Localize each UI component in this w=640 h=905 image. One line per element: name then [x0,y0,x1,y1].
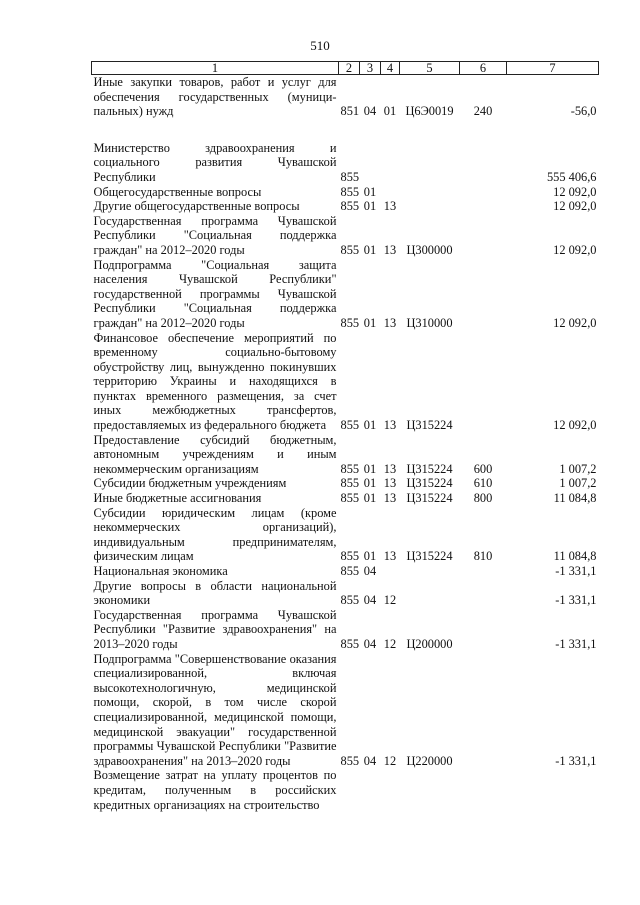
row-csr: Ц315224 [406,461,453,476]
row-gr: 855 [340,636,360,651]
row-pr: 13 [383,491,397,506]
row-rz: 01 [363,315,377,330]
row-csr: Ц300000 [406,242,453,257]
row-rz: 01 [363,549,377,564]
row-pr: 12 [383,636,397,651]
row-pr: 13 [383,549,397,564]
row-rz: 01 [363,461,377,476]
table-row [92,75,599,119]
row-name: Государственная программа Чувашской Республики "Развитие здравоохранения" на 2013–2020 годы [93,607,337,651]
row-rz: 01 [363,242,377,257]
row-sum: 12 092,0 [553,315,597,330]
row-rz: 01 [363,184,377,199]
row-rz: 04 [363,593,377,608]
row-csr: Ц220000 [406,753,453,768]
row-vr [460,185,507,200]
row-name: Другие вопросы в области национальной экономики [93,578,337,608]
row-csr [400,185,460,200]
row-gr: 855 [340,476,360,491]
row-vr [460,141,507,185]
row-name: Субсидии юридическим лицам (кроме некоммерческих организаций), индивидуальным предпринимателям, физическим лицам [93,505,337,564]
row-csr: Ц315224 [406,549,453,564]
table-header [92,62,599,75]
row-pr: 13 [383,242,397,257]
row-sum: 12 092,0 [553,242,597,257]
row-rz: 04 [363,636,377,651]
header-col-5: 5 [400,62,460,75]
row-sum: -56,0 [570,104,597,119]
row-rz: 04 [363,564,377,578]
row-sum: -1 331,1 [555,564,597,578]
row-name: Общегосударственные вопросы [93,184,262,199]
row-gr: 855 [340,418,360,433]
row-pr: 01 [383,104,397,119]
row-rz: 01 [363,476,377,491]
row-sum: 12 092,0 [553,184,597,199]
spacer-row [92,119,599,141]
row-name: Другие общегосударственные вопросы [93,199,300,214]
row-vr [460,608,507,652]
row-sum: 1 007,2 [559,461,597,476]
table-row [92,258,599,331]
row-csr: Ц200000 [406,636,453,651]
table-row [92,608,599,652]
row-pr [381,141,400,185]
row-vr [460,331,507,433]
row-gr: 855 [340,564,360,578]
table-row [92,564,599,579]
row-vr [460,199,507,214]
row-sum: 12 092,0 [553,199,597,214]
row-gr: 855 [340,753,360,768]
row-sum: -1 331,1 [555,636,597,651]
row-pr: 13 [383,199,397,214]
row-gr: 855 [340,491,360,506]
row-pr: 13 [383,315,397,330]
row-sum: 555 406,6 [546,169,597,184]
table-row [92,491,599,506]
header-col-7: 7 [507,62,599,75]
header-col-2: 2 [339,62,360,75]
row-name: Государственная программа Чувашской Республики "Социальная поддержка граждан" на 2012–2020 годы [93,213,337,257]
row-vr: 810 [473,549,493,564]
table-row [92,652,599,769]
header-col-4: 4 [381,62,400,75]
row-csr [400,768,460,812]
row-gr: 851 [340,104,360,119]
header-col-1: 1 [92,62,339,75]
row-pr [381,564,400,579]
table-row [92,141,599,185]
table-row [92,768,599,812]
row-pr: 13 [383,476,397,491]
row-pr: 12 [383,593,397,608]
row-csr [400,564,460,579]
row-rz: 01 [363,199,377,214]
row-gr: 855 [340,461,360,476]
row-pr: 12 [383,753,397,768]
row-csr [400,141,460,185]
row-vr: 610 [473,476,493,491]
row-vr [460,579,507,608]
table-row [92,433,599,477]
row-name: Субсидии бюджетным учреждениям [93,476,287,491]
row-vr [460,652,507,769]
table-row [92,214,599,258]
row-gr: 855 [340,242,360,257]
row-name: Финансовое обеспечение мероприятий по временному социально-бытовому обустройству лиц, вынужденно покинувших территорию Украины и находящихся в пунктах временного размещения, за счет иных межбюджетных трансфертов, предоставляемых из федерального бюджета [93,330,337,433]
row-pr: 13 [383,461,397,476]
table-body [92,75,599,813]
row-vr [460,564,507,579]
row-sum: 11 084,8 [553,549,597,564]
row-rz: 01 [363,491,377,506]
row-gr: 855 [340,593,360,608]
table-row [92,331,599,433]
row-name: Предоставление субсидий бюджетным, автономным учреждениям и иным некоммерческим организациям [93,432,337,476]
row-gr [339,768,360,812]
row-name: Подпрограмма "Совершенствование оказания специализированной, включая высокотехнологичную, медицинской помощи, скорой, в том числе скорой специализированной, медицинской помощи, медицинской эвакуации" государственной программы Чувашской Республики "Развитие здравоохранения" на 2013–2020 годы [93,651,337,768]
row-rz: 04 [363,753,377,768]
row-gr: 855 [340,549,360,564]
row-sum: 11 084,8 [553,491,597,506]
row-rz [360,141,381,185]
row-csr: Ц315224 [406,491,453,506]
row-pr [381,768,400,812]
row-name: Иные закупки товаров, работ и услуг для обеспечения государственных (муници-пальных) нужд [93,75,337,119]
row-csr: Ц315224 [406,476,453,491]
row-name: Иные бюджетные ассигнования [93,491,262,506]
spacer-cell [92,119,599,141]
header-row [92,62,599,75]
row-csr: Ц310000 [406,315,453,330]
table-row [92,476,599,491]
row-rz: 04 [363,104,377,119]
row-vr [460,214,507,258]
row-vr: 800 [473,491,493,506]
row-csr [400,199,460,214]
row-name: Министерство здравоохранения и социального развития Чувашской Республики [93,140,337,184]
row-pr: 13 [383,418,397,433]
row-sum: 1 007,2 [559,476,597,491]
row-vr [460,768,507,812]
row-pr [381,185,400,200]
table-row [92,185,599,200]
header-col-6: 6 [460,62,507,75]
page-number: 510 [310,38,330,53]
row-sum [507,768,599,812]
row-vr: 600 [473,461,493,476]
row-gr: 855 [340,184,360,199]
row-csr: Ц6Э0019 [405,104,454,119]
row-rz: 01 [363,418,377,433]
row-csr [400,579,460,608]
table-row [92,506,599,564]
row-name: Подпрограмма "Социальная защита населения Чувашской Республики" государственной программы Чувашской Республики "Социальная поддержка граждан" на 2012–2020 годы [93,257,337,330]
table-row [92,199,599,214]
row-sum: -1 331,1 [555,753,597,768]
budget-table [91,61,599,812]
header-col-3: 3 [360,62,381,75]
row-gr: 855 [340,315,360,330]
row-csr: Ц315224 [406,418,453,433]
row-vr: 240 [473,104,493,119]
row-vr [460,258,507,331]
row-rz [360,768,381,812]
row-gr: 855 [340,169,360,184]
row-name: Национальная экономика [93,564,228,578]
table-row [92,579,599,608]
row-sum: 12 092,0 [553,418,597,433]
row-gr: 855 [340,199,360,214]
row-sum: -1 331,1 [555,593,597,608]
row-name: Возмещение затрат на уплату процентов по кредитам, полученным в российских кредитных организациях на строительство [93,768,337,812]
